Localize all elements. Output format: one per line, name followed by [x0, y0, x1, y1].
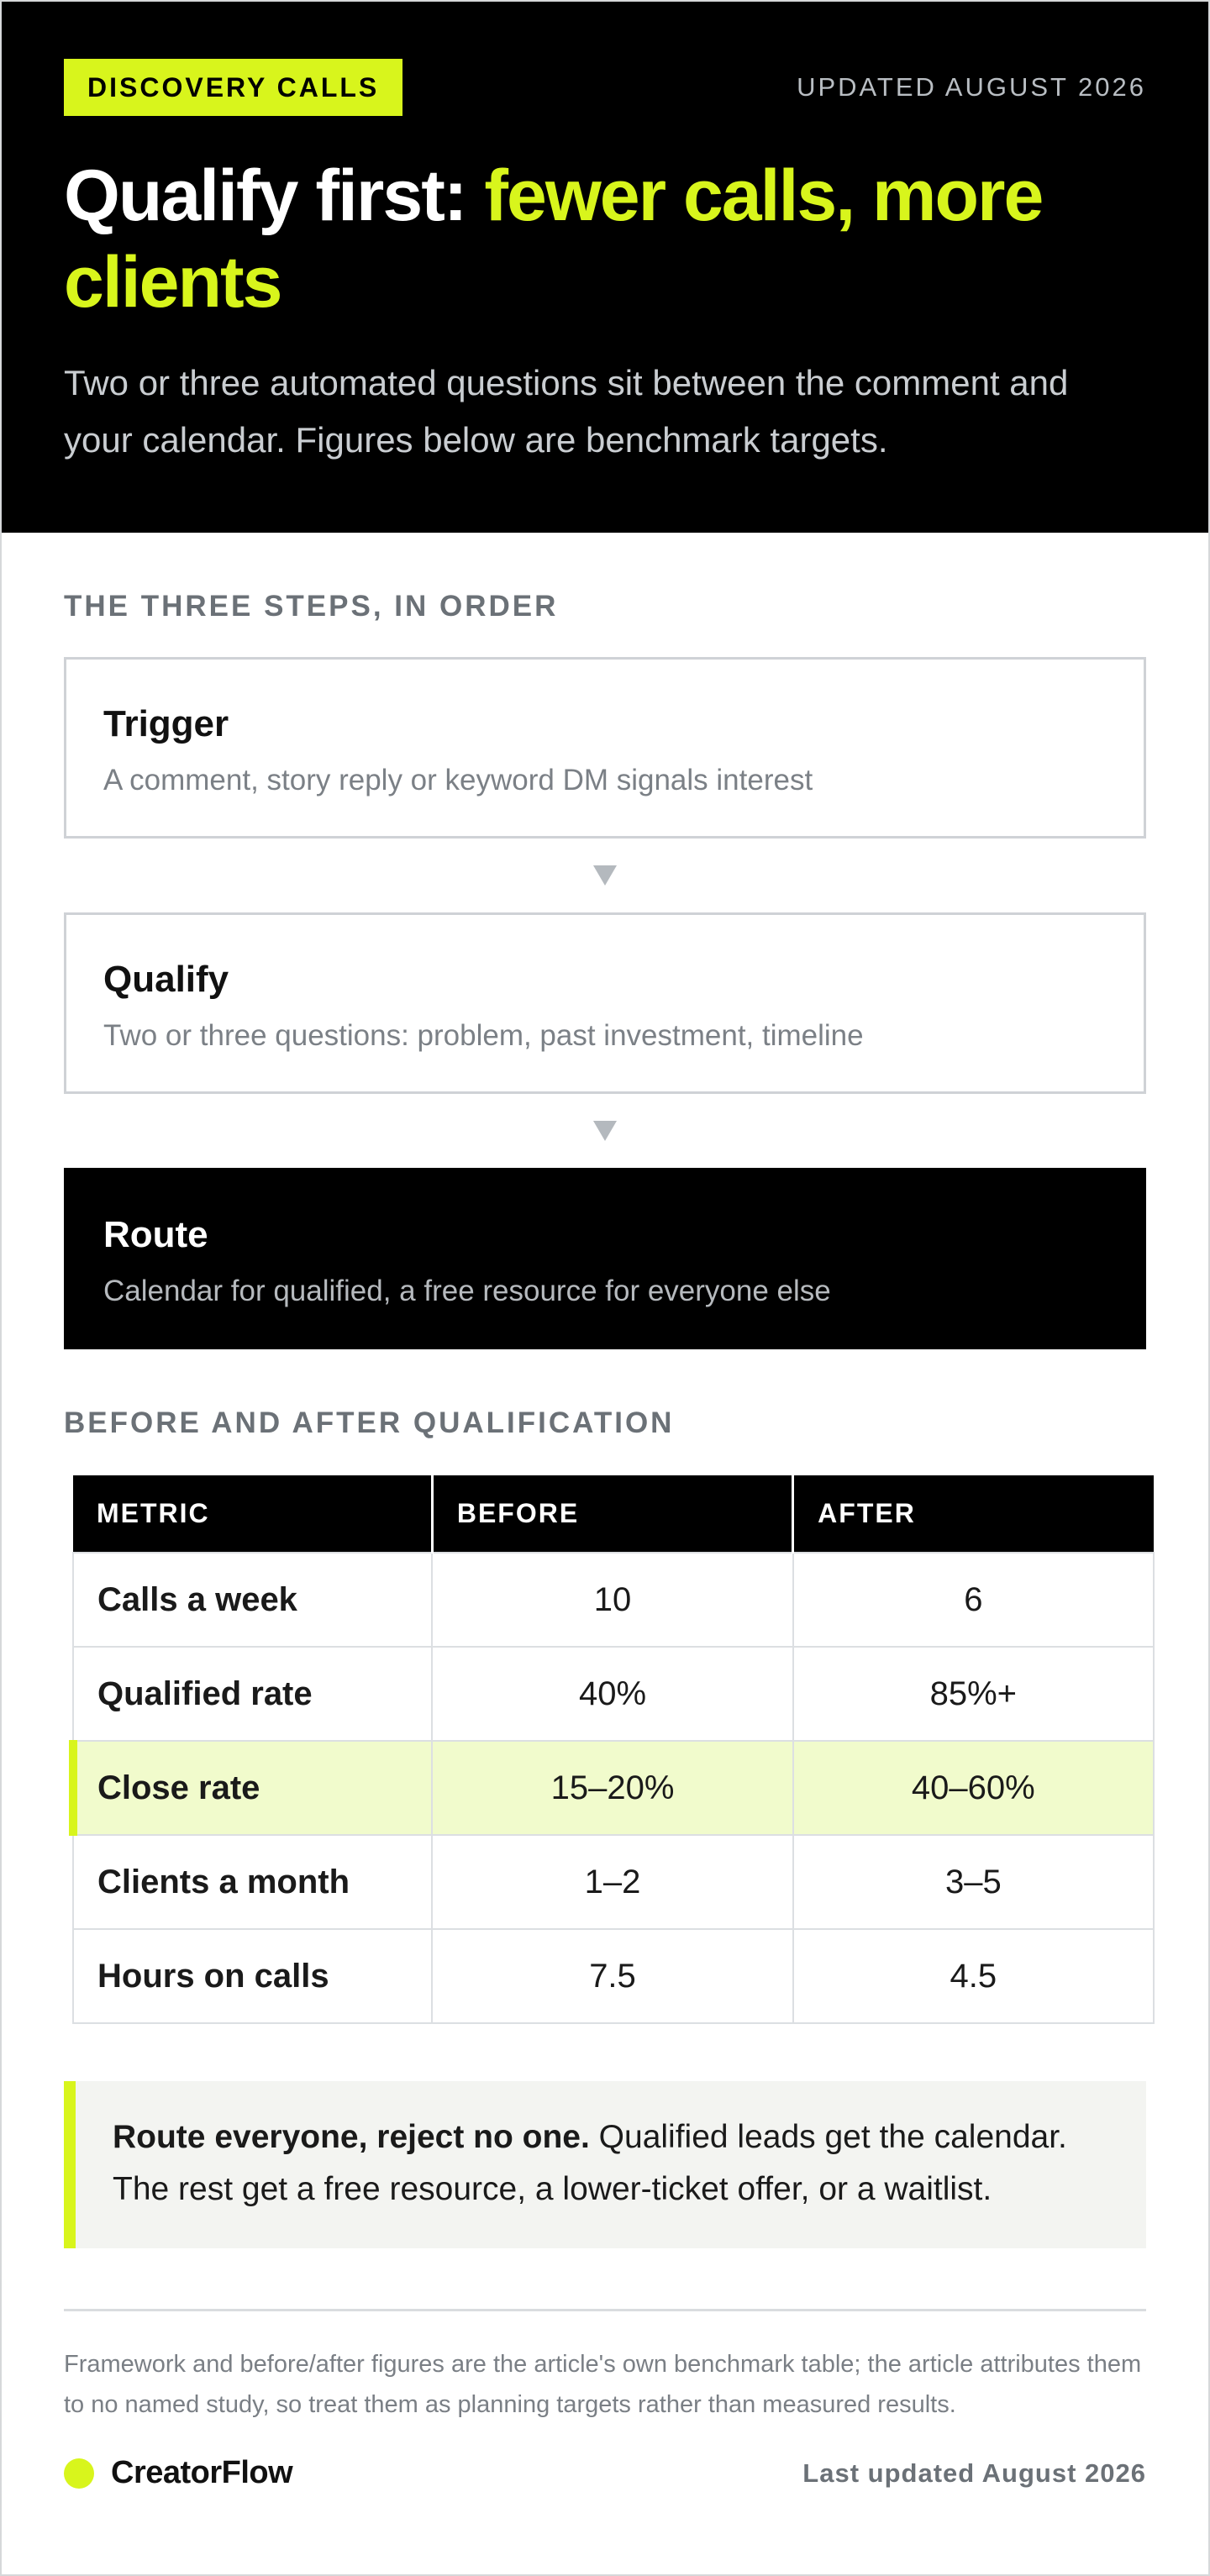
before-cell: 15–20% [432, 1741, 792, 1835]
table-row-highlighted [73, 1741, 1154, 1835]
after-cell: 3–5 [793, 1835, 1154, 1929]
divider [64, 2309, 1146, 2311]
footer-updated: Last updated August 2026 [802, 2458, 1146, 2488]
step-title: Qualify [103, 959, 229, 1000]
steps-list [64, 657, 1146, 1349]
category-badge: DISCOVERY CALLS [64, 59, 402, 116]
column-header-after: AFTER [793, 1475, 1154, 1553]
before-after-table [69, 1475, 1155, 2024]
step-description: Calendar for qualified, a free resource for everyone else [103, 1275, 831, 1307]
step-card-route [64, 1168, 1146, 1349]
footnote: Framework and before/after figures are the article's own benchmark table; the article attributes them to no named study, so treat them as planning targets rather than measured results. [64, 2350, 1142, 2418]
step-title: Trigger [103, 703, 229, 744]
brand [64, 2455, 292, 2491]
brand-name: CreatorFlow [111, 2455, 293, 2491]
metric-cell: Hours on calls [73, 1929, 432, 2023]
table-row [73, 1647, 1154, 1741]
column-header-metric: METRIC [73, 1475, 432, 1553]
table-header-row [73, 1475, 1154, 1553]
column-header-before: BEFORE [432, 1475, 792, 1553]
main-content [2, 590, 1208, 2491]
hero-banner [2, 2, 1208, 533]
title-accent: fewer calls, more clients [64, 155, 1043, 323]
callout-text: Qualified leads get the calendar. The rest get a free resource, a lower-ticket offer, or a waitlist. [113, 2119, 1067, 2208]
callout-bold: Route everyone, reject no one. [113, 2119, 590, 2155]
metric-cell: Clients a month [73, 1835, 432, 1929]
table-row [73, 1929, 1154, 2023]
steps-section-label: THE THREE STEPS, IN ORDER [64, 590, 559, 623]
updated-date: UPDATED AUGUST 2026 [797, 72, 1146, 102]
metric-cell: Close rate [73, 1741, 432, 1835]
after-cell: 85%+ [793, 1647, 1154, 1741]
after-cell: 40–60% [793, 1741, 1154, 1835]
before-cell: 10 [432, 1553, 792, 1647]
hero-top-row [64, 59, 1146, 116]
after-cell: 4.5 [793, 1929, 1154, 2023]
step-description: A comment, story reply or keyword DM signals interest [103, 764, 813, 796]
step-card-trigger [64, 657, 1146, 839]
arrow-down-icon [64, 839, 1146, 912]
callout-box [64, 2081, 1146, 2248]
metric-cell: Calls a week [73, 1553, 432, 1647]
before-cell: 40% [432, 1647, 792, 1741]
before-cell: 1–2 [432, 1835, 792, 1929]
before-cell: 7.5 [432, 1929, 792, 2023]
footer [64, 2455, 1146, 2491]
title-plain: Qualify first: [64, 155, 485, 236]
metric-cell: Qualified rate [73, 1647, 432, 1741]
table-row [73, 1835, 1154, 1929]
table-section-label: BEFORE AND AFTER QUALIFICATION [64, 1406, 675, 1439]
page-title [64, 153, 1146, 326]
step-title: Route [103, 1214, 208, 1255]
after-cell: 6 [793, 1553, 1154, 1647]
table-row [73, 1553, 1154, 1647]
step-card-qualify [64, 912, 1146, 1094]
step-description: Two or three questions: problem, past investment, timeline [103, 1019, 864, 1052]
arrow-down-icon [64, 1094, 1146, 1168]
brand-dot-icon [64, 2458, 94, 2489]
page-subtitle: Two or three automated questions sit between the comment and your calendar. Figures below are benchmark targets. [64, 363, 1069, 460]
